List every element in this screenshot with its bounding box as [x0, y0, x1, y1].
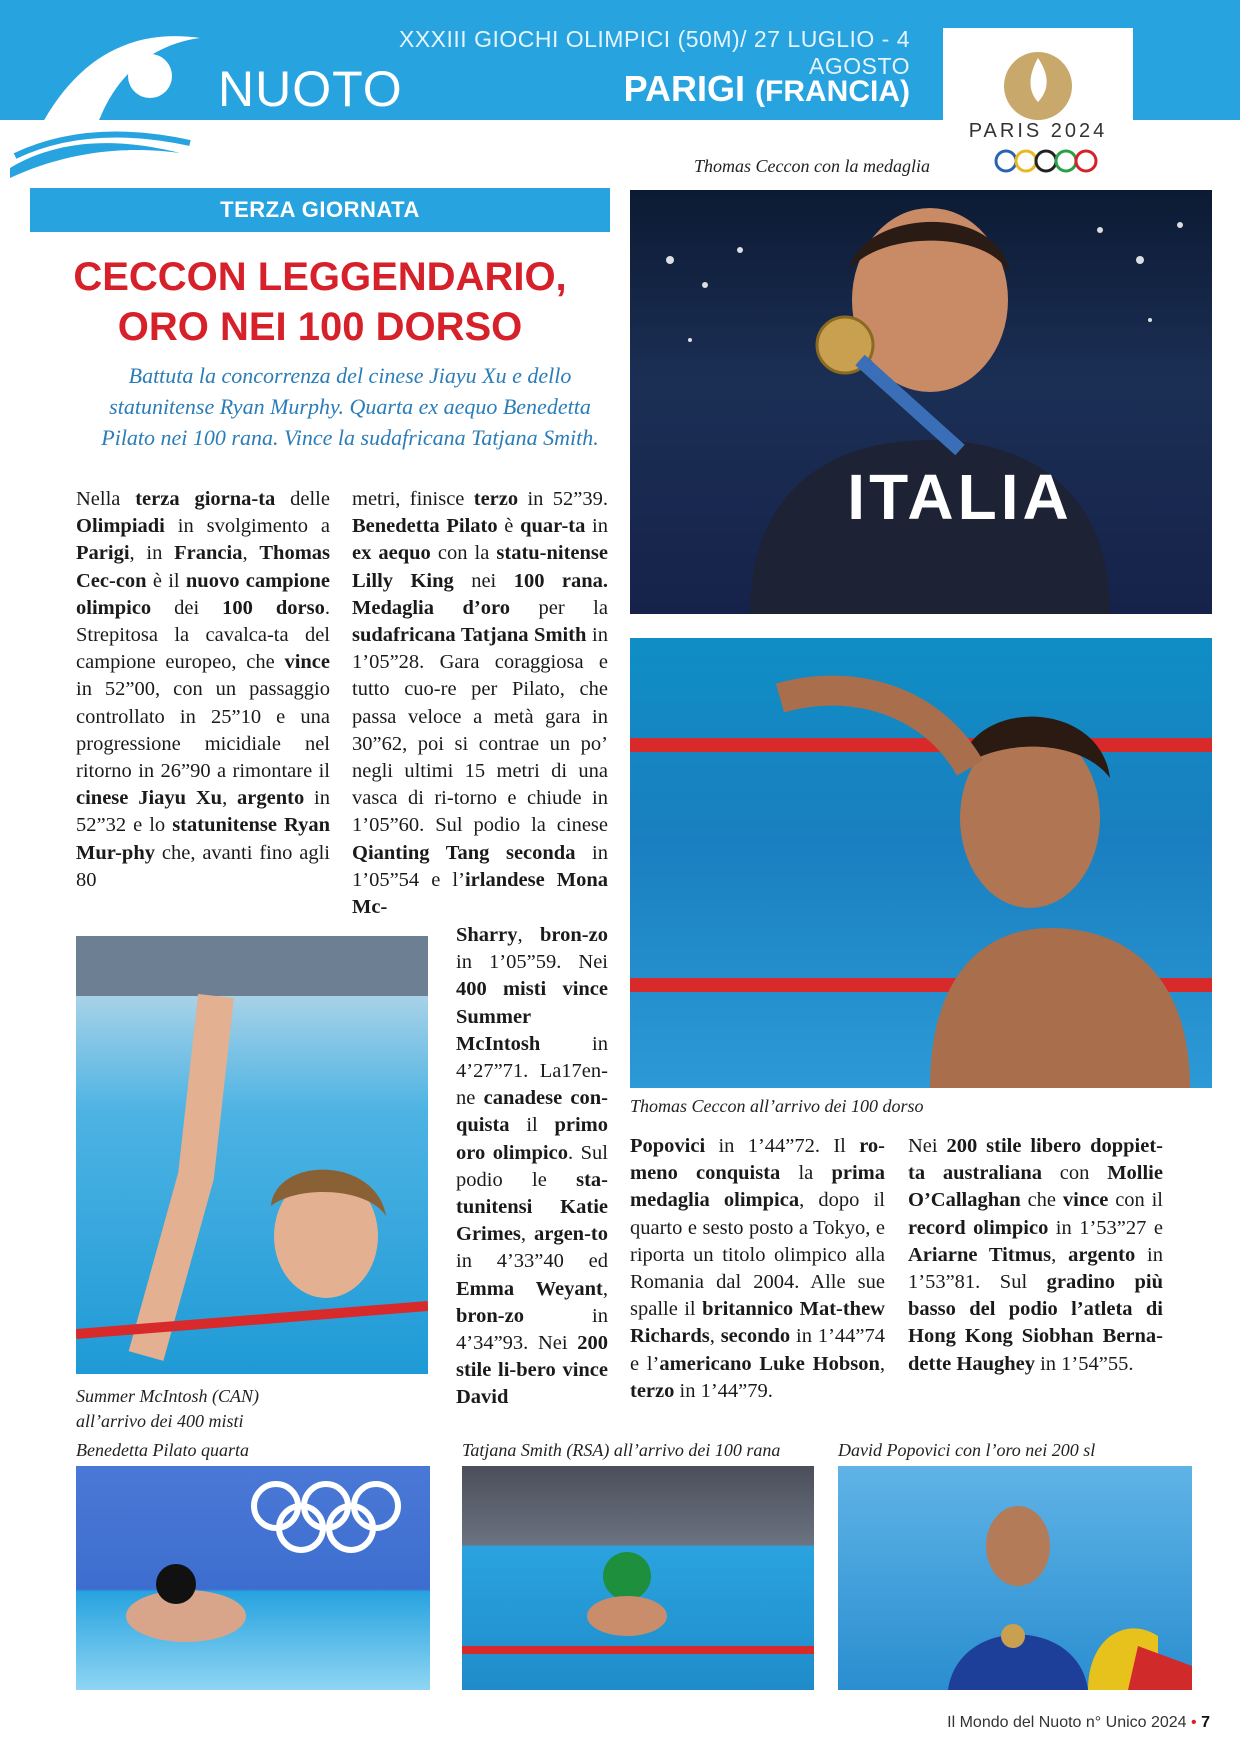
photo-smith: [462, 1466, 814, 1690]
caption-ceccon-arrival: Thomas Ceccon all’arrivo dei 100 dorso: [630, 1096, 924, 1116]
olympic-flame-icon: [943, 28, 1133, 180]
body-column-4: Nei 200 stile libero doppiet-ta australiana con Mollie O’Callaghan che vince con il record olimpico in 1’53”27 e Ariarne Titmus, argento in 1’53”81. Sul gradino più basso del podio l’atleta di Hong Kong Siobhan Berna-dette Haughey in 1’54”55.: [908, 1135, 1164, 1375]
olympic-rings-icon: [76, 1466, 430, 1690]
footer-magazine: Il Mondo del Nuoto n° Unico 2024: [947, 1714, 1187, 1731]
footer: [880, 1714, 1210, 1732]
photo-pilato: [76, 1466, 430, 1690]
body-column-1: Nella terza giorna-ta delle Olimpiadi in svolgimento a Parigi, in Francia, Thomas Cec-con è il nuovo campione olimpico dei 100 dorso. Strepitosa la cavalca-ta del campione europeo, che vince in 52”00, con un passaggio controllato in 25”10 e una progressione micidiale nel ritorno in 26”90 a rimontare il cinese Jiayu Xu, argento in 52”32 e lo statunitense Ryan Mur-phy che, avanti fino agli 80: [76, 488, 331, 891]
footer-separator: •: [1191, 1714, 1197, 1731]
subheadline: Battuta la concorrenza del cinese Jiayu Xu e dello statunitense Ryan Murphy. Quarta ex aequo Benedetta Pilato nei 100 rana. Vince la sudafricana Tatjana Smith.: [101, 363, 599, 450]
body-column-2b: Sharry, bron-zo in 1’05”59. Nei 400 misti vince Summer McIntosh in 4’27”71. La17en-ne canadese con-quista il primo oro olimpico. Sul podio le sta-tunitensi Katie Grimes, argen-to in 4’33”40 ed Emma Weyant, bron-zo in 4’34”93. Nei 200 stile li-bero vince David: [456, 924, 608, 1409]
shirt-lettering: ITALIA: [847, 461, 1073, 533]
city-title: [560, 68, 910, 110]
photo-ceccon-arrival: [630, 638, 1212, 1088]
country-name: (FRANCIA): [755, 75, 910, 108]
caption-smith: Tatjana Smith (RSA) all’arrivo dei 100 rana: [462, 1440, 781, 1460]
headline: [30, 252, 610, 352]
logo-text: PARIS 2024: [968, 120, 1108, 142]
body-column-2a: metri, finisce terzo in 52”39. Benedetta Pilato è quar-ta in ex aequo con la statu-nitense Lilly King nei 100 rana. Medaglia d’oro per la sudafricana Tatjana Smith in 1’05”28. Gara coraggiosa e tutto cuo-re per Pilato, che passa veloce a metà gara in 30”62, poi si contrae un po’ negli ultimi 15 metri di una vasca di ri-torno e chiude in 1’05”60. Sul podio la cinese Qianting Tang seconda in 1’05”54 e l’irlandese Mona Mc-: [352, 488, 609, 919]
caption-top-right: Thomas Ceccon con la medaglia: [694, 156, 930, 176]
swimmer-logo-icon: [10, 18, 230, 178]
photo-popovici: [838, 1466, 1192, 1690]
body-column-3: Popovici in 1’44”72. Il ro-meno conquista la prima medaglia olimpica, dopo il quarto e sesto posto a Tokyo, e riporta un titolo olimpico alla Romania dal 2004. Alle sue spalle il britannico Mat-thew Richards, secondo in 1’44”74 e l’americano Luke Hobson, terzo in 1’44”79.: [630, 1135, 885, 1402]
photo-ceccon-medal: [630, 190, 1212, 614]
caption-mcintosh: [76, 1384, 376, 1434]
paris-2024-logo: [943, 28, 1133, 180]
caption-mcintosh-line-1: Summer McIntosh (CAN): [76, 1386, 259, 1406]
section-band: TERZA GIORNATA: [30, 188, 610, 232]
sport-title: NUOTO: [218, 61, 403, 117]
caption-pilato: Benedetta Pilato quarta: [76, 1440, 249, 1460]
caption-mcintosh-line-2: all’arrivo dei 400 misti: [76, 1411, 244, 1431]
headline-line-1: CECCON LEGGENDARIO,: [73, 255, 567, 299]
city-name: PARIGI: [623, 68, 746, 109]
headline-line-2: ORO NEI 100 DORSO: [117, 305, 523, 349]
caption-popovici: David Popovici con l’oro nei 200 sl: [838, 1440, 1096, 1460]
photo-mcintosh: [76, 936, 428, 1374]
page-number: 7: [1201, 1714, 1210, 1731]
event-line: XXXIII GIOCHI OLIMPICI (50M)/ 27 LUGLIO - 4 AGOSTO: [398, 26, 910, 79]
